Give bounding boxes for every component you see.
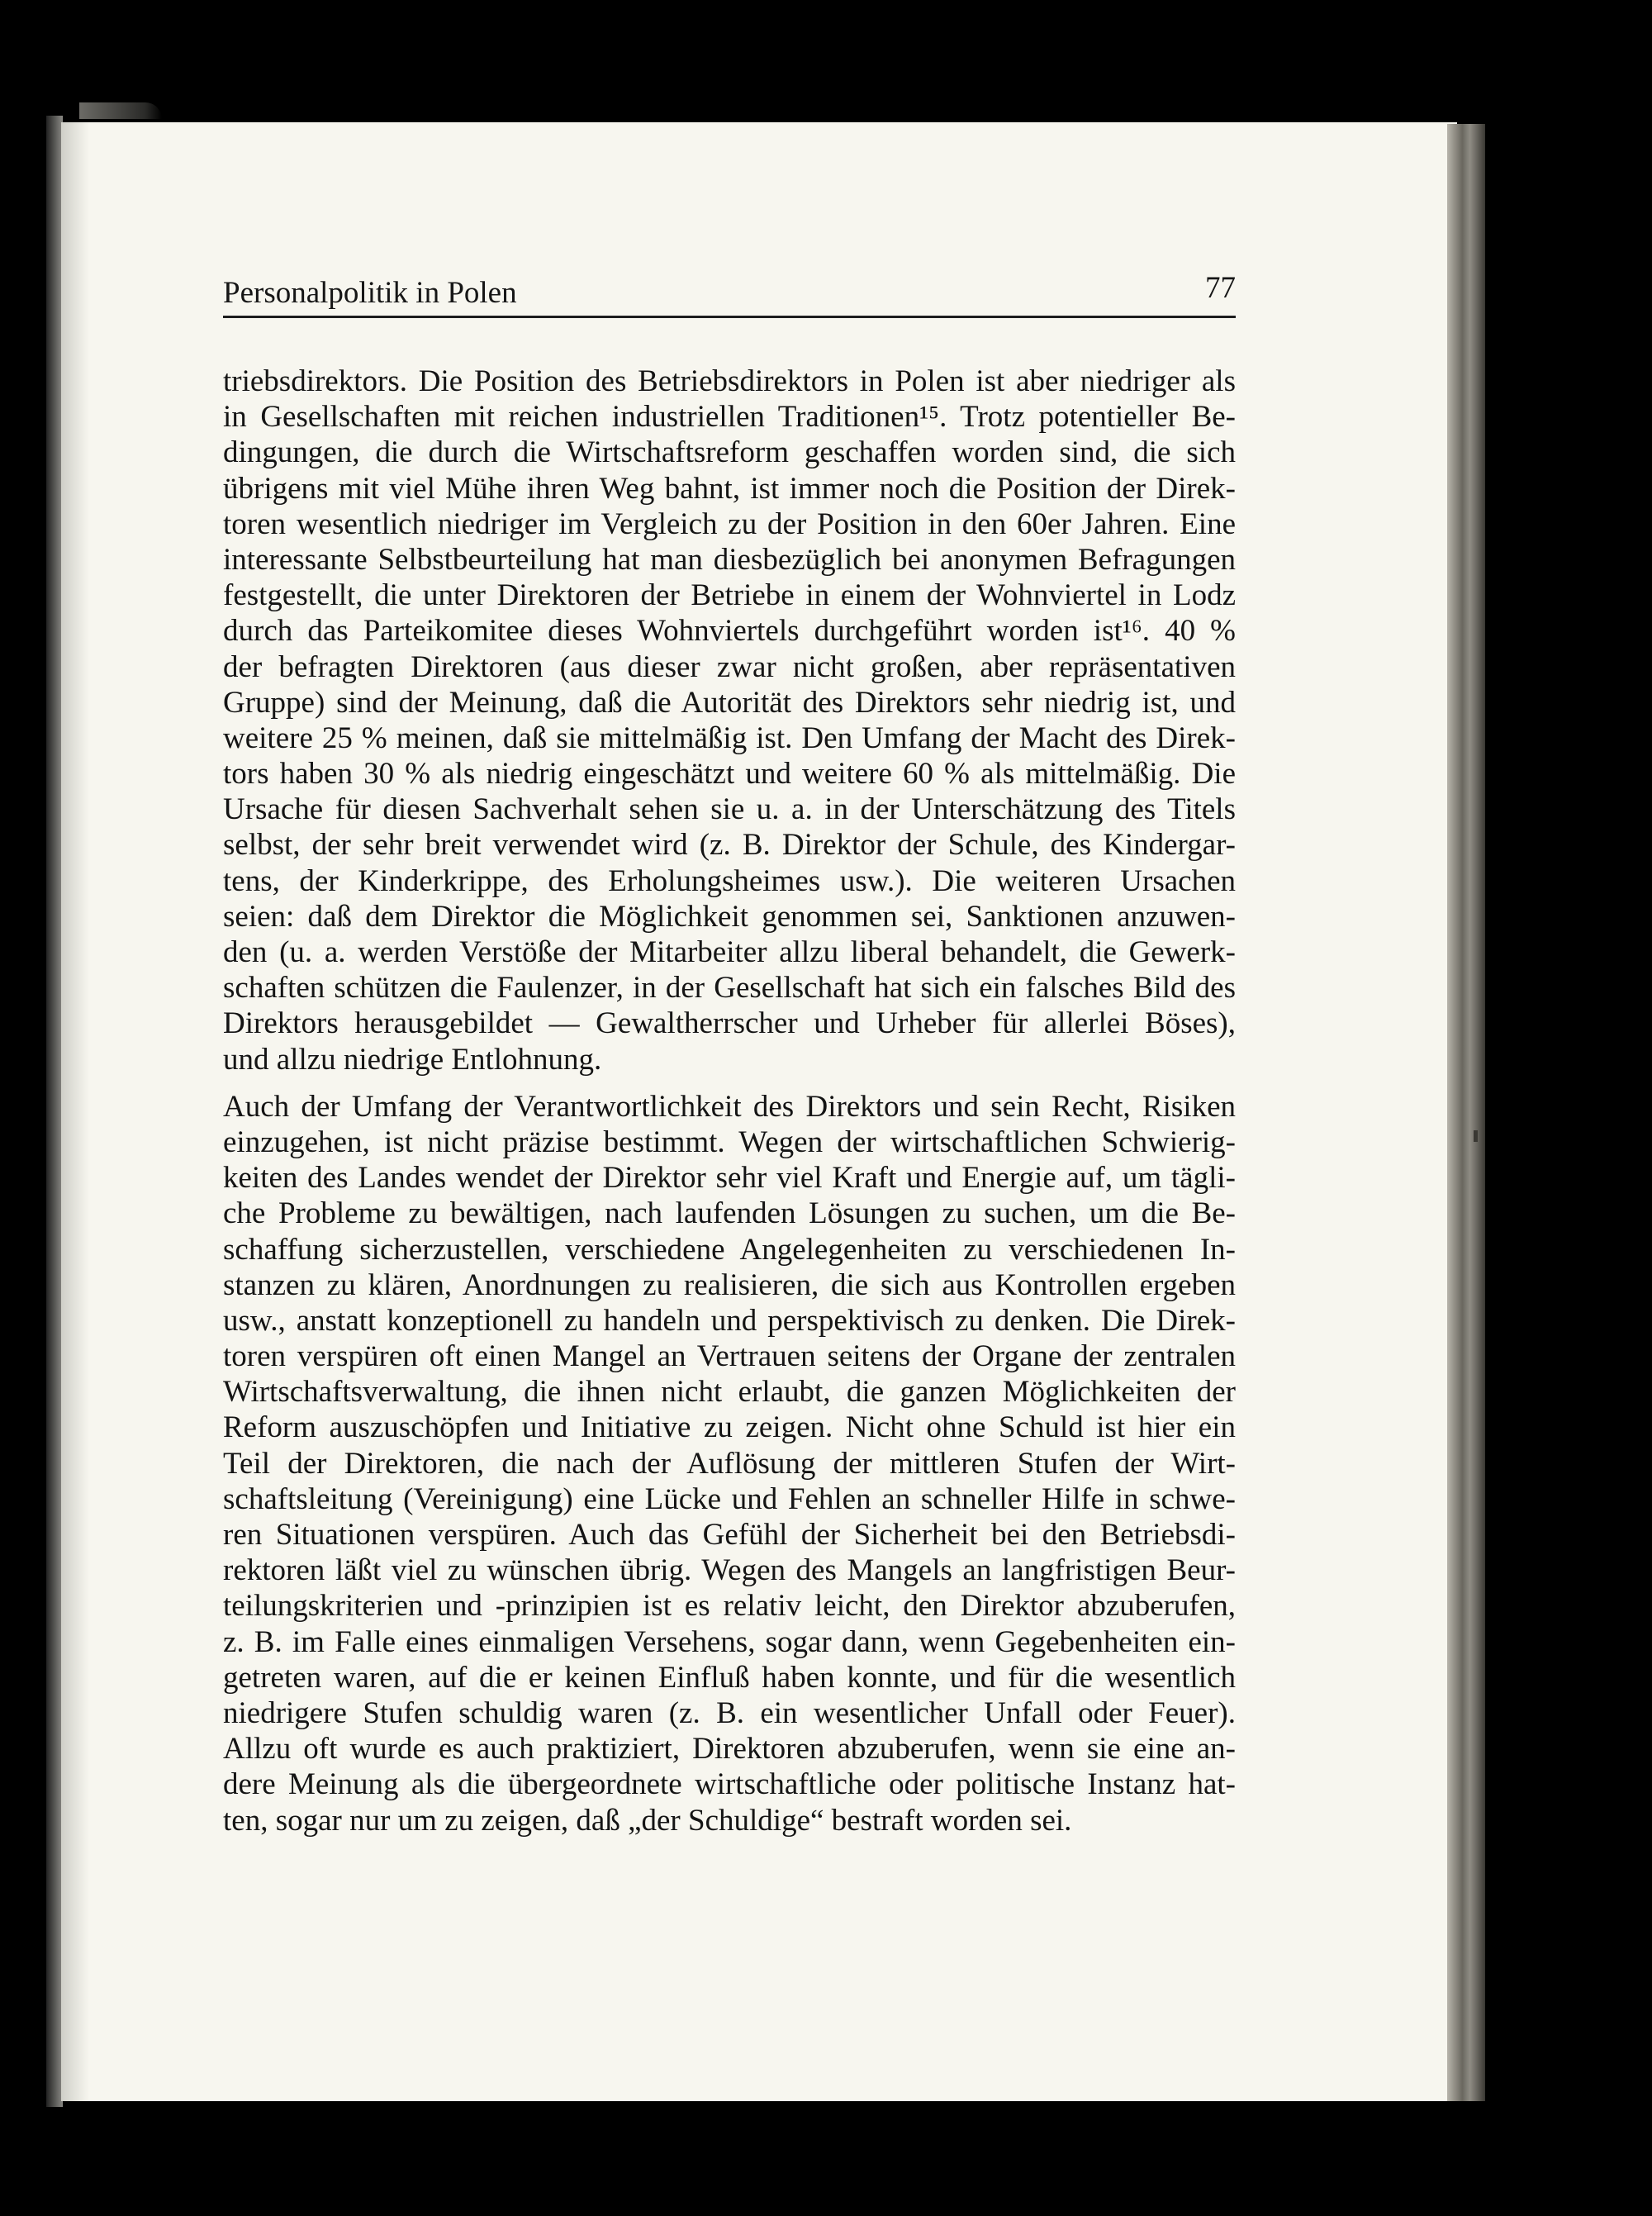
header-rule (223, 316, 1236, 318)
text-line: Direktors herausgebildet — Gewaltherrscher und Urheber für allerlei Böses), (223, 1006, 1236, 1041)
text-line: dere Meinung als die übergeordnete wirtschaftliche oder politische Instanz hat- (223, 1767, 1236, 1802)
text-line: schaftsleitung (Vereinigung) eine Lücke und Fehlen an schneller Hilfe in schwe- (223, 1481, 1236, 1516)
text-line: tors haben 30 % als niedrig eingeschätzt und weitere 60 % als mittelmäßig. Die (223, 757, 1236, 792)
gutter-shadow (61, 122, 89, 2101)
text-line: teilungskriterien und -prinzipien ist es relativ leicht, den Direktor abzuberufen, (223, 1589, 1236, 1624)
text-line: interessante Selbstbeurteilung hat man diesbezüglich bei anonymen Befragungen (223, 542, 1236, 577)
text-line: festgestellt, die unter Direktoren der Betriebe in einem der Wohnviertel in Lodz (223, 578, 1236, 613)
text-line: ren Situationen verspüren. Auch das Gefühl der Sicherheit bei den Betriebsdi- (223, 1518, 1236, 1552)
binding-mark (79, 102, 162, 119)
page-left-edge (46, 116, 63, 2107)
text-line: Teil der Direktoren, die nach der Auflösung der mittleren Stufen der Wirt- (223, 1446, 1236, 1481)
text-line: Wirtschaftsverwaltung, die ihnen nicht erlaubt, die ganzen Möglichkeiten der (223, 1375, 1236, 1410)
text-line: schaffung sicherzustellen, verschiedene Angelegenheiten zu verschiedenen In- (223, 1232, 1236, 1267)
text-line: triebsdirektors. Die Position des Betriebsdirektors in Polen ist aber niedriger als (223, 364, 1236, 398)
running-head (223, 271, 1236, 317)
text-line: stanzen zu klären, Anordnungen zu realisieren, die sich aus Kontrollen ergeben (223, 1267, 1236, 1302)
text-line: und allzu niedrige Entlohnung. (223, 1042, 602, 1077)
text-line: toren wesentlich niedriger im Vergleich zu der Position in den 60er Jahren. Eine (223, 506, 1236, 541)
paragraph (223, 364, 1236, 1077)
text-line: niedrigere Stufen schuldig waren (z. B. ein wesentlicher Unfall oder Feuer). (223, 1695, 1236, 1730)
text-line: Auch der Umfang der Verantwortlichkeit des Direktors und sein Recht, Risiken (223, 1089, 1236, 1124)
text-line: usw., anstatt konzeptionell zu handeln und perspektivisch zu denken. Die Direk- (223, 1303, 1236, 1338)
text-line: weitere 25 % meinen, daß sie mittelmäßig ist. Den Umfang der Macht des Direk- (223, 720, 1236, 755)
text-line: durch das Parteikomitee dieses Wohnviertels durchgeführt worden ist¹⁶. 40 % (223, 614, 1236, 649)
text-line: Ursache für diesen Sachverhalt sehen sie u. a. in der Unterschätzung des Titels (223, 792, 1236, 827)
text-line: che Probleme zu bewältigen, nach laufenden Lösungen zu suchen, um die Be- (223, 1196, 1236, 1231)
text-line: dingungen, die durch die Wirtschaftsreform geschaffen worden sind, die sich (223, 435, 1236, 470)
text-line: rektoren läßt viel zu wünschen übrig. Wegen des Mangels an langfristigen Beur- (223, 1553, 1236, 1588)
text-line: übrigens mit viel Mühe ihren Weg bahnt, ist immer noch die Position der Direk- (223, 471, 1236, 506)
text-line: Allzu oft wurde es auch praktiziert, Direktoren abzuberufen, wenn sie eine an- (223, 1732, 1236, 1767)
text-line: in Gesellschaften mit reichen industriellen Traditionen¹⁵. Trotz potentieller Be- (223, 400, 1236, 435)
text-line: z. B. im Falle eines einmaligen Versehens, sogar dann, wenn Gegebenheiten ein- (223, 1624, 1236, 1659)
text-line: tens, der Kinderkrippe, des Erholungsheimes usw.). Die weiteren Ursachen (223, 863, 1236, 898)
text-line: einzugehen, ist nicht präzise bestimmt. Wegen der wirtschaftlichen Schwierig- (223, 1125, 1236, 1159)
paragraph-gap (223, 1077, 1236, 1089)
text-line: Reform auszuschöpfen und Initiative zu zeigen. Nicht ohne Schuld ist hier ein (223, 1410, 1236, 1445)
text-line: keiten des Landes wendet der Direktor sehr viel Kraft und Energie auf, um tägli- (223, 1161, 1236, 1196)
text-line: Gruppe) sind der Meinung, daß die Autorität des Direktors sehr niedrig ist, und (223, 685, 1236, 720)
text-line: den (u. a. werden Verstöße der Mitarbeiter allzu liberal behandelt, die Gewerk- (223, 935, 1236, 969)
text-line: der befragten Direktoren (aus dieser zwar nicht großen, aber repräsentativen (223, 649, 1236, 684)
text-line: schaften schützen die Faulenzer, in der Gesellschaft hat sich ein falsches Bild des (223, 971, 1236, 1006)
text-line: getreten waren, auf die er keinen Einfluß haben konnte, und für die wesentlich (223, 1660, 1236, 1695)
running-head-title: Personalpolitik in Polen (223, 276, 517, 310)
text-line: selbst, der sehr breit verwendet wird (z. B. Direktor der Schule, des Kindergar- (223, 828, 1236, 863)
edge-mark (1474, 1130, 1478, 1142)
page-block-edge (1447, 124, 1485, 2101)
paragraph (223, 1089, 1236, 1838)
text-line: toren verspüren oft einen Mangel an Vertrauen seitens der Organe der zentralen (223, 1339, 1236, 1374)
text-line: seien: daß dem Direktor die Möglichkeit genommen sei, Sanktionen anzuwen- (223, 899, 1236, 934)
body-text (223, 364, 1236, 1838)
page-number: 77 (1205, 271, 1236, 305)
text-line: ten, sogar nur um zu zeigen, daß „der Schuldige“ bestraft worden sei. (223, 1803, 1072, 1838)
